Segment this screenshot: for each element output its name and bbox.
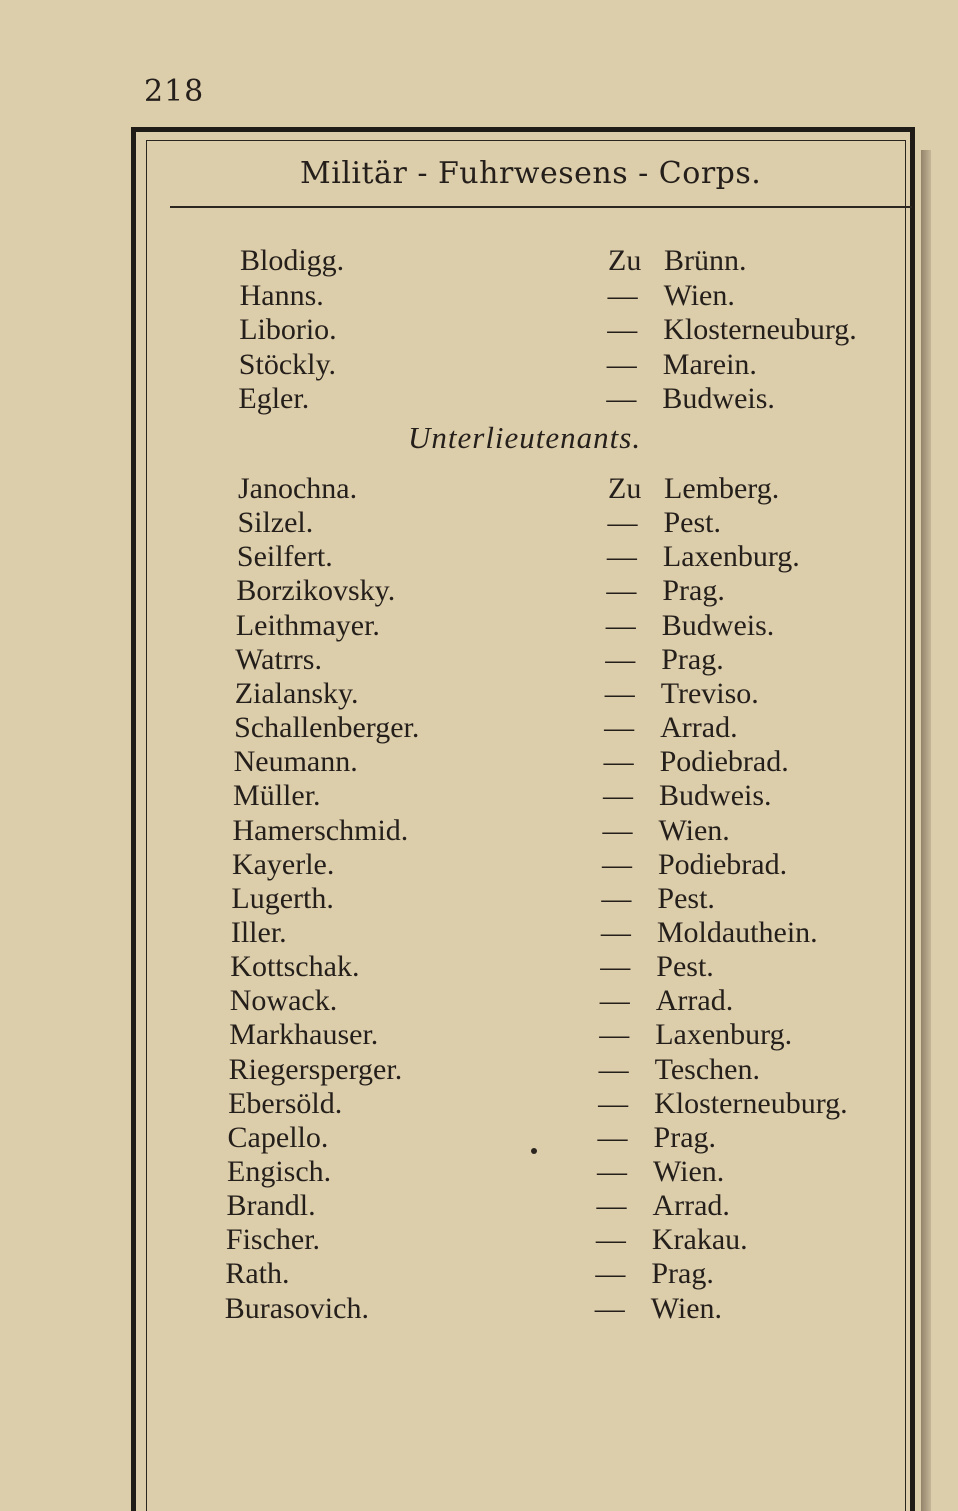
destination-place: Arrad. xyxy=(660,711,738,745)
roster-row xyxy=(0,348,958,382)
roster-row xyxy=(0,814,958,848)
roster-row xyxy=(0,711,958,745)
destination-prefix: — xyxy=(598,1052,629,1086)
section-heading-unterlieutenants: Unterlieutenants. xyxy=(408,420,642,455)
destination-prefix: — xyxy=(595,1223,626,1257)
destination-prefix: — xyxy=(601,881,632,915)
roster-row xyxy=(0,540,958,574)
destination-place: Pest. xyxy=(663,506,721,540)
officer-name: Silzel. xyxy=(237,506,314,540)
officer-name: Liborio. xyxy=(239,313,337,346)
roster-row xyxy=(0,1121,958,1155)
officer-name: Rath. xyxy=(225,1257,290,1291)
page-number: 218 xyxy=(144,74,205,109)
officer-name: Hanns. xyxy=(239,278,324,312)
destination-place: Lemberg. xyxy=(664,472,780,505)
officer-name: Blodigg. xyxy=(240,244,345,277)
officer-name: Egler. xyxy=(238,382,310,415)
destination-prefix: — xyxy=(603,745,634,779)
destination-prefix: — xyxy=(606,540,637,574)
destination-place: Prag. xyxy=(653,1120,717,1154)
destination-prefix: — xyxy=(597,1120,628,1154)
roster-row xyxy=(0,1189,958,1223)
roster-row xyxy=(0,244,958,278)
destination-place: Arrad. xyxy=(652,1189,730,1223)
destination-place: Pest. xyxy=(656,950,714,984)
officer-name: Lugerth. xyxy=(231,881,334,915)
officer-name: Borzikovsky. xyxy=(236,574,396,608)
destination-place: Prag. xyxy=(651,1257,714,1291)
destination-place: Pest. xyxy=(657,881,715,915)
destination-prefix: — xyxy=(602,813,633,847)
roster-row xyxy=(0,506,958,540)
roster-row xyxy=(0,609,958,643)
officer-name: Kayerle. xyxy=(231,847,335,881)
officer-name: Stöckly. xyxy=(238,347,337,381)
destination-prefix: — xyxy=(607,313,638,346)
officer-name: Zialansky. xyxy=(234,676,359,710)
destination-place: Klosterneuburg. xyxy=(663,313,857,346)
roster-row xyxy=(0,882,958,916)
officer-name: Markhauser. xyxy=(229,1018,379,1052)
officer-name: Watrrs. xyxy=(235,642,322,676)
destination-prefix: — xyxy=(599,984,630,1018)
roster-row xyxy=(0,1292,958,1326)
destination-prefix: — xyxy=(606,382,637,415)
roster-row xyxy=(0,779,958,813)
destination-place: Treviso. xyxy=(660,676,759,710)
officer-name: Riegersperger. xyxy=(228,1052,403,1086)
destination-prefix: — xyxy=(600,915,631,949)
destination-prefix: — xyxy=(601,847,632,881)
officer-name: Capello. xyxy=(227,1120,329,1154)
roster-row xyxy=(0,382,958,416)
destination-prefix: — xyxy=(605,608,636,642)
officer-name: Iller. xyxy=(230,915,287,949)
roster-row xyxy=(0,848,958,882)
destination-prefix: — xyxy=(606,347,637,381)
officer-name: Engisch. xyxy=(227,1155,332,1188)
destination-prefix: — xyxy=(607,506,638,540)
destination-prefix: — xyxy=(605,642,636,676)
printing-dot xyxy=(531,1148,537,1154)
roster-row xyxy=(0,745,958,779)
destination-prefix: — xyxy=(604,711,635,745)
officer-name: Neumann. xyxy=(233,745,358,779)
destination-place: Teschen. xyxy=(654,1052,760,1086)
destination-place: Moldauthein. xyxy=(656,915,818,949)
destination-prefix: — xyxy=(600,950,631,984)
officer-name: Hamerschmid. xyxy=(232,813,409,847)
destination-place: Laxenburg. xyxy=(655,1018,793,1052)
roster-row xyxy=(0,643,958,677)
destination-prefix: — xyxy=(603,779,634,813)
roster-row xyxy=(0,279,958,313)
roster-row xyxy=(0,950,958,984)
destination-place: Wien. xyxy=(663,278,735,312)
officer-name: Ebersöld. xyxy=(228,1086,343,1120)
destination-place: Budweis. xyxy=(661,608,775,642)
roster-row xyxy=(0,574,958,608)
destination-prefix: — xyxy=(594,1291,625,1325)
destination-place: Marein. xyxy=(662,347,757,381)
destination-place: Wien. xyxy=(653,1155,725,1188)
roster-row xyxy=(0,472,958,506)
destination-place: Prag. xyxy=(661,642,724,676)
roster-row xyxy=(0,313,958,347)
destination-place: Budweis. xyxy=(659,779,772,813)
destination-prefix: Zu xyxy=(608,244,642,277)
destination-prefix: — xyxy=(606,574,637,608)
destination-place: Podiebrad. xyxy=(659,745,789,779)
roster-row xyxy=(0,1053,958,1087)
roster-row xyxy=(0,1087,958,1121)
destination-place: Brünn. xyxy=(664,244,747,277)
officer-name: Müller. xyxy=(233,779,321,813)
destination-place: Arrad. xyxy=(655,984,734,1018)
destination-place: Wien. xyxy=(650,1291,723,1325)
destination-prefix: Zu xyxy=(608,472,642,505)
officer-name: Seilfert. xyxy=(236,540,333,574)
destination-prefix: — xyxy=(596,1189,627,1223)
roster-row xyxy=(0,1257,958,1291)
destination-place: Klosterneuburg. xyxy=(654,1086,848,1120)
roster-row xyxy=(0,916,958,950)
destination-prefix: — xyxy=(604,676,635,710)
destination-place: Prag. xyxy=(662,574,725,608)
roster-row xyxy=(0,1018,958,1052)
officer-name: Nowack. xyxy=(229,984,338,1018)
officer-name: Schallenberger. xyxy=(234,711,420,745)
destination-place: Krakau. xyxy=(651,1223,748,1257)
officer-name: Janochna. xyxy=(238,472,358,505)
roster-row xyxy=(0,1155,958,1189)
destination-prefix: — xyxy=(597,1155,627,1188)
officer-name: Fischer. xyxy=(225,1223,321,1257)
destination-place: Budweis. xyxy=(662,382,775,415)
roster-row xyxy=(0,1223,958,1257)
destination-prefix: — xyxy=(595,1257,626,1291)
roster-row xyxy=(0,677,958,711)
roster-row xyxy=(0,984,958,1018)
destination-prefix: — xyxy=(607,278,638,312)
destination-place: Podiebrad. xyxy=(657,847,788,881)
destination-place: Laxenburg. xyxy=(662,540,800,574)
destination-prefix: — xyxy=(599,1018,630,1052)
page-title: Militär - Fuhrwesens - Corps. xyxy=(300,156,762,191)
destination-place: Wien. xyxy=(658,813,730,847)
officer-name: Leithmayer. xyxy=(235,608,380,642)
officer-name: Burasovich. xyxy=(224,1291,369,1325)
officer-name: Kottschak. xyxy=(230,950,360,984)
destination-prefix: — xyxy=(598,1086,629,1120)
officer-name: Brandl. xyxy=(226,1189,316,1223)
